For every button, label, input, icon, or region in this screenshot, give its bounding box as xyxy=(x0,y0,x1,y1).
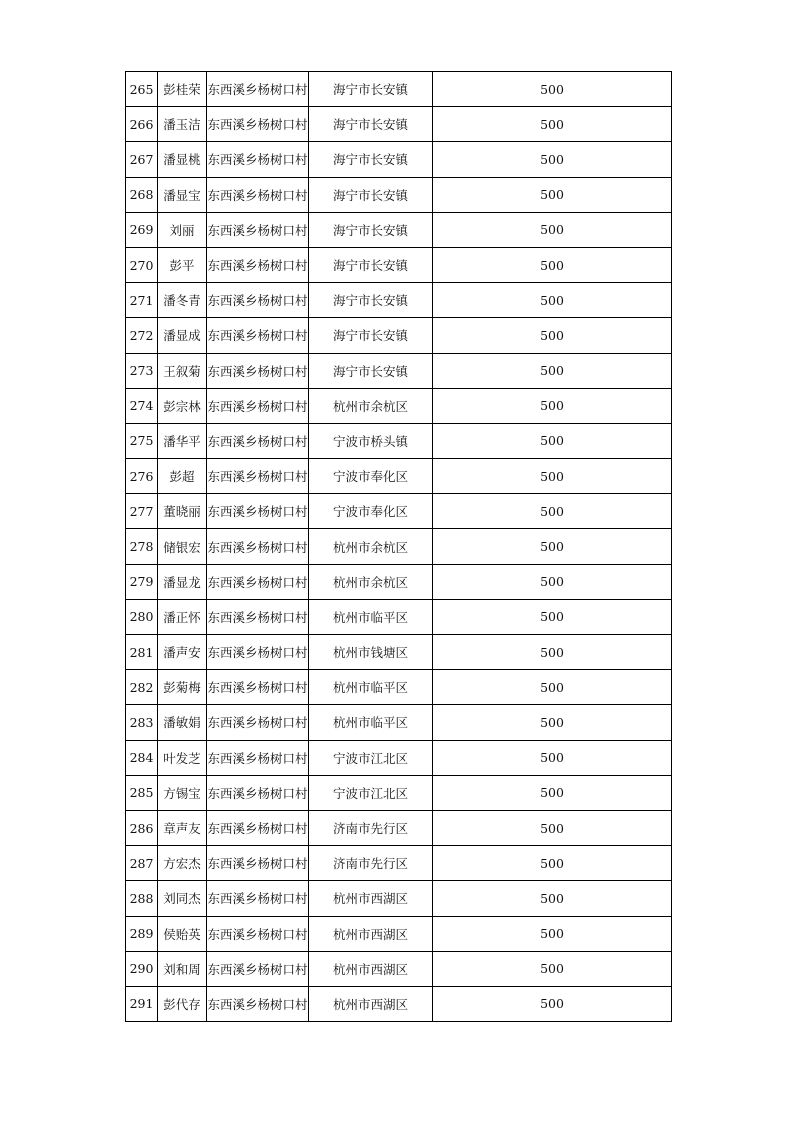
village-cell: 东西溪乡杨树口村 xyxy=(207,388,309,423)
name-cell: 方锡宝 xyxy=(158,775,207,810)
name-cell: 潘声安 xyxy=(158,635,207,670)
village-cell: 东西溪乡杨树口村 xyxy=(207,318,309,353)
location-cell: 杭州市钱塘区 xyxy=(309,635,433,670)
table-body xyxy=(126,72,672,1022)
amount-cell: 500 xyxy=(433,810,672,845)
location-cell: 济南市先行区 xyxy=(309,846,433,881)
village-cell: 东西溪乡杨树口村 xyxy=(207,494,309,529)
table-row xyxy=(126,423,672,458)
row-number-cell: 289 xyxy=(126,916,158,951)
name-cell: 侯贻英 xyxy=(158,916,207,951)
table-row xyxy=(126,494,672,529)
name-cell: 潘显成 xyxy=(158,318,207,353)
table-row xyxy=(126,810,672,845)
row-number-cell: 266 xyxy=(126,107,158,142)
table-row xyxy=(126,635,672,670)
location-cell: 杭州市西湖区 xyxy=(309,986,433,1021)
row-number-cell: 278 xyxy=(126,529,158,564)
table-row xyxy=(126,986,672,1021)
location-cell: 海宁市长安镇 xyxy=(309,353,433,388)
location-cell: 杭州市西湖区 xyxy=(309,881,433,916)
row-number-cell: 279 xyxy=(126,564,158,599)
table-row xyxy=(126,916,672,951)
name-cell: 彭代存 xyxy=(158,986,207,1021)
table-row xyxy=(126,775,672,810)
village-cell: 东西溪乡杨树口村 xyxy=(207,599,309,634)
location-cell: 海宁市长安镇 xyxy=(309,318,433,353)
amount-cell: 500 xyxy=(433,951,672,986)
row-number-cell: 277 xyxy=(126,494,158,529)
location-cell: 海宁市长安镇 xyxy=(309,177,433,212)
name-cell: 彭超 xyxy=(158,459,207,494)
location-cell: 杭州市临平区 xyxy=(309,705,433,740)
village-cell: 东西溪乡杨树口村 xyxy=(207,810,309,845)
village-cell: 东西溪乡杨树口村 xyxy=(207,459,309,494)
amount-cell: 500 xyxy=(433,986,672,1021)
village-cell: 东西溪乡杨树口村 xyxy=(207,283,309,318)
row-number-cell: 268 xyxy=(126,177,158,212)
table-row xyxy=(126,283,672,318)
location-cell: 海宁市长安镇 xyxy=(309,142,433,177)
table-row xyxy=(126,846,672,881)
village-cell: 东西溪乡杨树口村 xyxy=(207,177,309,212)
row-number-cell: 272 xyxy=(126,318,158,353)
amount-cell: 500 xyxy=(433,423,672,458)
row-number-cell: 273 xyxy=(126,353,158,388)
name-cell: 潘显桃 xyxy=(158,142,207,177)
village-cell: 东西溪乡杨树口村 xyxy=(207,740,309,775)
name-cell: 章声友 xyxy=(158,810,207,845)
amount-cell: 500 xyxy=(433,740,672,775)
village-cell: 东西溪乡杨树口村 xyxy=(207,72,309,107)
table-row xyxy=(126,177,672,212)
name-cell: 潘华平 xyxy=(158,423,207,458)
roster-table xyxy=(125,71,672,1022)
table-row xyxy=(126,388,672,423)
table-row xyxy=(126,705,672,740)
table-row xyxy=(126,564,672,599)
row-number-cell: 291 xyxy=(126,986,158,1021)
village-cell: 东西溪乡杨树口村 xyxy=(207,107,309,142)
table-row xyxy=(126,529,672,564)
village-cell: 东西溪乡杨树口村 xyxy=(207,247,309,282)
name-cell: 潘显宝 xyxy=(158,177,207,212)
village-cell: 东西溪乡杨树口村 xyxy=(207,775,309,810)
name-cell: 叶发芝 xyxy=(158,740,207,775)
location-cell: 杭州市余杭区 xyxy=(309,388,433,423)
village-cell: 东西溪乡杨树口村 xyxy=(207,564,309,599)
name-cell: 潘冬青 xyxy=(158,283,207,318)
amount-cell: 500 xyxy=(433,107,672,142)
table-row xyxy=(126,212,672,247)
village-cell: 东西溪乡杨树口村 xyxy=(207,423,309,458)
name-cell: 潘敏娟 xyxy=(158,705,207,740)
location-cell: 海宁市长安镇 xyxy=(309,247,433,282)
table-row xyxy=(126,670,672,705)
amount-cell: 500 xyxy=(433,635,672,670)
amount-cell: 500 xyxy=(433,353,672,388)
location-cell: 海宁市长安镇 xyxy=(309,72,433,107)
village-cell: 东西溪乡杨树口村 xyxy=(207,635,309,670)
row-number-cell: 285 xyxy=(126,775,158,810)
name-cell: 刘同杰 xyxy=(158,881,207,916)
village-cell: 东西溪乡杨树口村 xyxy=(207,916,309,951)
name-cell: 潘玉洁 xyxy=(158,107,207,142)
row-number-cell: 281 xyxy=(126,635,158,670)
table-row xyxy=(126,318,672,353)
village-cell: 东西溪乡杨树口村 xyxy=(207,705,309,740)
amount-cell: 500 xyxy=(433,177,672,212)
location-cell: 海宁市长安镇 xyxy=(309,107,433,142)
location-cell: 杭州市西湖区 xyxy=(309,916,433,951)
row-number-cell: 283 xyxy=(126,705,158,740)
amount-cell: 500 xyxy=(433,846,672,881)
row-number-cell: 284 xyxy=(126,740,158,775)
location-cell: 宁波市桥头镇 xyxy=(309,423,433,458)
name-cell: 彭宗林 xyxy=(158,388,207,423)
table-row xyxy=(126,72,672,107)
table-row xyxy=(126,353,672,388)
name-cell: 潘显龙 xyxy=(158,564,207,599)
row-number-cell: 269 xyxy=(126,212,158,247)
amount-cell: 500 xyxy=(433,916,672,951)
amount-cell: 500 xyxy=(433,388,672,423)
table-row xyxy=(126,951,672,986)
row-number-cell: 265 xyxy=(126,72,158,107)
village-cell: 东西溪乡杨树口村 xyxy=(207,986,309,1021)
amount-cell: 500 xyxy=(433,142,672,177)
village-cell: 东西溪乡杨树口村 xyxy=(207,951,309,986)
amount-cell: 500 xyxy=(433,670,672,705)
location-cell: 杭州市临平区 xyxy=(309,599,433,634)
name-cell: 彭桂荣 xyxy=(158,72,207,107)
village-cell: 东西溪乡杨树口村 xyxy=(207,142,309,177)
row-number-cell: 267 xyxy=(126,142,158,177)
amount-cell: 500 xyxy=(433,705,672,740)
amount-cell: 500 xyxy=(433,247,672,282)
location-cell: 海宁市长安镇 xyxy=(309,212,433,247)
location-cell: 杭州市临平区 xyxy=(309,670,433,705)
village-cell: 东西溪乡杨树口村 xyxy=(207,529,309,564)
amount-cell: 500 xyxy=(433,529,672,564)
row-number-cell: 275 xyxy=(126,423,158,458)
amount-cell: 500 xyxy=(433,459,672,494)
location-cell: 济南市先行区 xyxy=(309,810,433,845)
village-cell: 东西溪乡杨树口村 xyxy=(207,353,309,388)
row-number-cell: 282 xyxy=(126,670,158,705)
location-cell: 宁波市江北区 xyxy=(309,775,433,810)
table-row xyxy=(126,142,672,177)
location-cell: 杭州市西湖区 xyxy=(309,951,433,986)
table-row xyxy=(126,459,672,494)
name-cell: 董晓丽 xyxy=(158,494,207,529)
amount-cell: 500 xyxy=(433,564,672,599)
row-number-cell: 274 xyxy=(126,388,158,423)
amount-cell: 500 xyxy=(433,775,672,810)
name-cell: 方宏杰 xyxy=(158,846,207,881)
location-cell: 海宁市长安镇 xyxy=(309,283,433,318)
row-number-cell: 290 xyxy=(126,951,158,986)
name-cell: 王叙菊 xyxy=(158,353,207,388)
amount-cell: 500 xyxy=(433,881,672,916)
table-row xyxy=(126,881,672,916)
table-row xyxy=(126,740,672,775)
name-cell: 潘正怀 xyxy=(158,599,207,634)
village-cell: 东西溪乡杨树口村 xyxy=(207,881,309,916)
name-cell: 储银宏 xyxy=(158,529,207,564)
name-cell: 刘和周 xyxy=(158,951,207,986)
amount-cell: 500 xyxy=(433,72,672,107)
name-cell: 彭菊梅 xyxy=(158,670,207,705)
row-number-cell: 276 xyxy=(126,459,158,494)
name-cell: 彭平 xyxy=(158,247,207,282)
table-row xyxy=(126,247,672,282)
village-cell: 东西溪乡杨树口村 xyxy=(207,846,309,881)
location-cell: 杭州市余杭区 xyxy=(309,529,433,564)
location-cell: 宁波市奉化区 xyxy=(309,459,433,494)
row-number-cell: 287 xyxy=(126,846,158,881)
location-cell: 宁波市奉化区 xyxy=(309,494,433,529)
amount-cell: 500 xyxy=(433,318,672,353)
table-row xyxy=(126,599,672,634)
row-number-cell: 271 xyxy=(126,283,158,318)
amount-cell: 500 xyxy=(433,599,672,634)
name-cell: 刘丽 xyxy=(158,212,207,247)
amount-cell: 500 xyxy=(433,212,672,247)
location-cell: 宁波市江北区 xyxy=(309,740,433,775)
table-row xyxy=(126,107,672,142)
amount-cell: 500 xyxy=(433,494,672,529)
village-cell: 东西溪乡杨树口村 xyxy=(207,212,309,247)
row-number-cell: 280 xyxy=(126,599,158,634)
amount-cell: 500 xyxy=(433,283,672,318)
village-cell: 东西溪乡杨树口村 xyxy=(207,670,309,705)
location-cell: 杭州市余杭区 xyxy=(309,564,433,599)
row-number-cell: 288 xyxy=(126,881,158,916)
row-number-cell: 270 xyxy=(126,247,158,282)
row-number-cell: 286 xyxy=(126,810,158,845)
